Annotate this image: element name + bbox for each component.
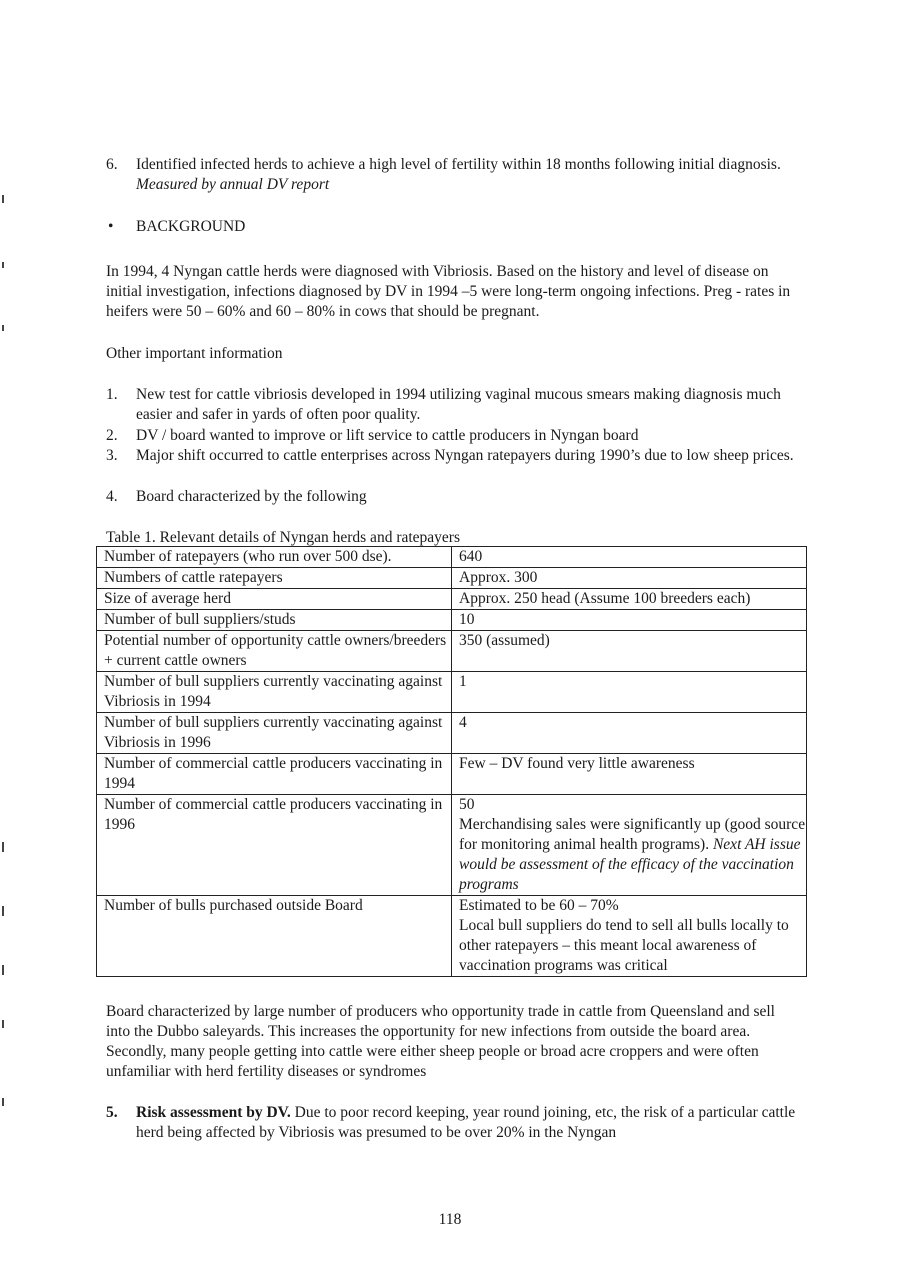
table-row: [97, 896, 807, 977]
board-paragraph: Board characterized by large number of producers who opportunity trade in cattle from Queensland and sell into the Dubbo saleyards. This increases the opportunity for new infections from outside the board area. Secondly, many people getting into cattle were either sheep people or broad acre croppers and were often unfamiliar with herd fertility diseases or syndromes: [106, 1003, 775, 1080]
scan-mark: [2, 906, 4, 916]
table-cell-value: Approx. 300: [452, 568, 807, 589]
table-row: [97, 631, 807, 672]
item-number: 5.: [106, 1104, 118, 1121]
table-cell-label: Number of ratepayers (who run over 500 dse).: [97, 547, 452, 568]
table-cell-value: [452, 896, 807, 977]
table-cell-label: Number of bulls purchased outside Board: [97, 896, 452, 977]
table-cell-label: Size of average herd: [97, 589, 452, 610]
table-cell-label: Number of bull suppliers/studs: [97, 610, 452, 631]
cell-value-note: Local bull suppliers do tend to sell all bulls locally to other ratepayers – this meant local awareness of vaccination programs was critical: [459, 917, 789, 974]
page-number: 118: [438, 1211, 462, 1228]
table-cell-label: Number of commercial cattle producers vaccinating in 1996: [97, 795, 452, 896]
scan-mark: [2, 1098, 4, 1106]
item-number: 6.: [106, 156, 118, 173]
table-row: [97, 795, 807, 896]
cell-value-italic-note: Next AH issue would be assessment of the efficacy of the vaccination programs: [459, 836, 801, 893]
scan-mark: [2, 965, 4, 975]
table-row: [97, 754, 807, 795]
table-caption: Table 1. Relevant details of Nyngan herds and ratepayers: [106, 529, 460, 546]
bullet-icon: •: [108, 218, 114, 235]
item-text: Major shift occurred to cattle enterprises across Nyngan ratepayers during 1990’s due to low sheep prices.: [136, 447, 794, 464]
cell-value-note: Merchandising sales were significantly up (good source for monitoring animal health programs).: [459, 816, 806, 853]
other-info-heading: Other important information: [106, 345, 283, 362]
table-cell-value: Few – DV found very little awareness: [452, 754, 807, 795]
table-cell-label: Number of commercial cattle producers vaccinating in 1994: [97, 754, 452, 795]
table-cell-label: Numbers of cattle ratepayers: [97, 568, 452, 589]
cell-value-line: Estimated to be 60 – 70%: [459, 897, 619, 914]
table-row: [97, 672, 807, 713]
table-cell-value: 1: [452, 672, 807, 713]
table-row: [97, 713, 807, 754]
table-cell-label: Number of bull suppliers currently vaccinating against Vibriosis in 1994: [97, 672, 452, 713]
section-title: BACKGROUND: [136, 218, 246, 235]
table-cell-value: 4: [452, 713, 807, 754]
item-text: Identified infected herds to achieve a high level of fertility within 18 months following initial diagnosis.: [136, 156, 781, 173]
item-number: 1.: [106, 386, 118, 403]
table-row: [97, 547, 807, 568]
item-number: 4.: [106, 488, 118, 505]
table-cell-label: Potential number of opportunity cattle owners/breeders + current cattle owners: [97, 631, 452, 672]
item-text: New test for cattle vibriosis developed in 1994 utilizing vaginal mucous smears making diagnosis much easier and safer in yards of often poor quality.: [136, 386, 781, 423]
table-cell-value: 640: [452, 547, 807, 568]
herd-details-table: [96, 546, 807, 977]
item-text: DV / board wanted to improve or lift service to cattle producers in Nyngan board: [136, 427, 639, 444]
item-measure: Measured by annual DV report: [136, 176, 330, 193]
scan-mark: [2, 1020, 4, 1028]
table-row: [97, 610, 807, 631]
scan-mark: [2, 262, 4, 268]
table-cell-value: Approx. 250 head (Assume 100 breeders each): [452, 589, 807, 610]
scan-mark: [2, 195, 4, 203]
table-row: [97, 568, 807, 589]
scan-mark: [2, 325, 4, 331]
scan-mark: [2, 842, 4, 852]
item-bold-lead: Risk assessment by DV.: [136, 1104, 291, 1121]
item-text: Due to poor record keeping, year round joining, etc, the risk of a particular cattle herd being affected by Vibriosis was presumed to be over 20% in the Nyngan: [136, 1104, 796, 1141]
cell-value-line: 50: [459, 796, 475, 813]
table-cell-value: 10: [452, 610, 807, 631]
table-cell-value: 350 (assumed): [452, 631, 807, 672]
item-number: 3.: [106, 447, 118, 464]
table-row: [97, 589, 807, 610]
item-number: 2.: [106, 427, 118, 444]
intro-paragraph: In 1994, 4 Nyngan cattle herds were diagnosed with Vibriosis. Based on the history and level of disease on initial investigation, infections diagnosed by DV in 1994 –5 were long-term ongoing infections. Preg - rates in heifers were 50 – 60% and 60 – 80% in cows that should be pregnant.: [106, 263, 791, 320]
table-cell-label: Number of bull suppliers currently vaccinating against Vibriosis in 1996: [97, 713, 452, 754]
item-text: Board characterized by the following: [136, 488, 367, 505]
table-cell-value: [452, 795, 807, 896]
